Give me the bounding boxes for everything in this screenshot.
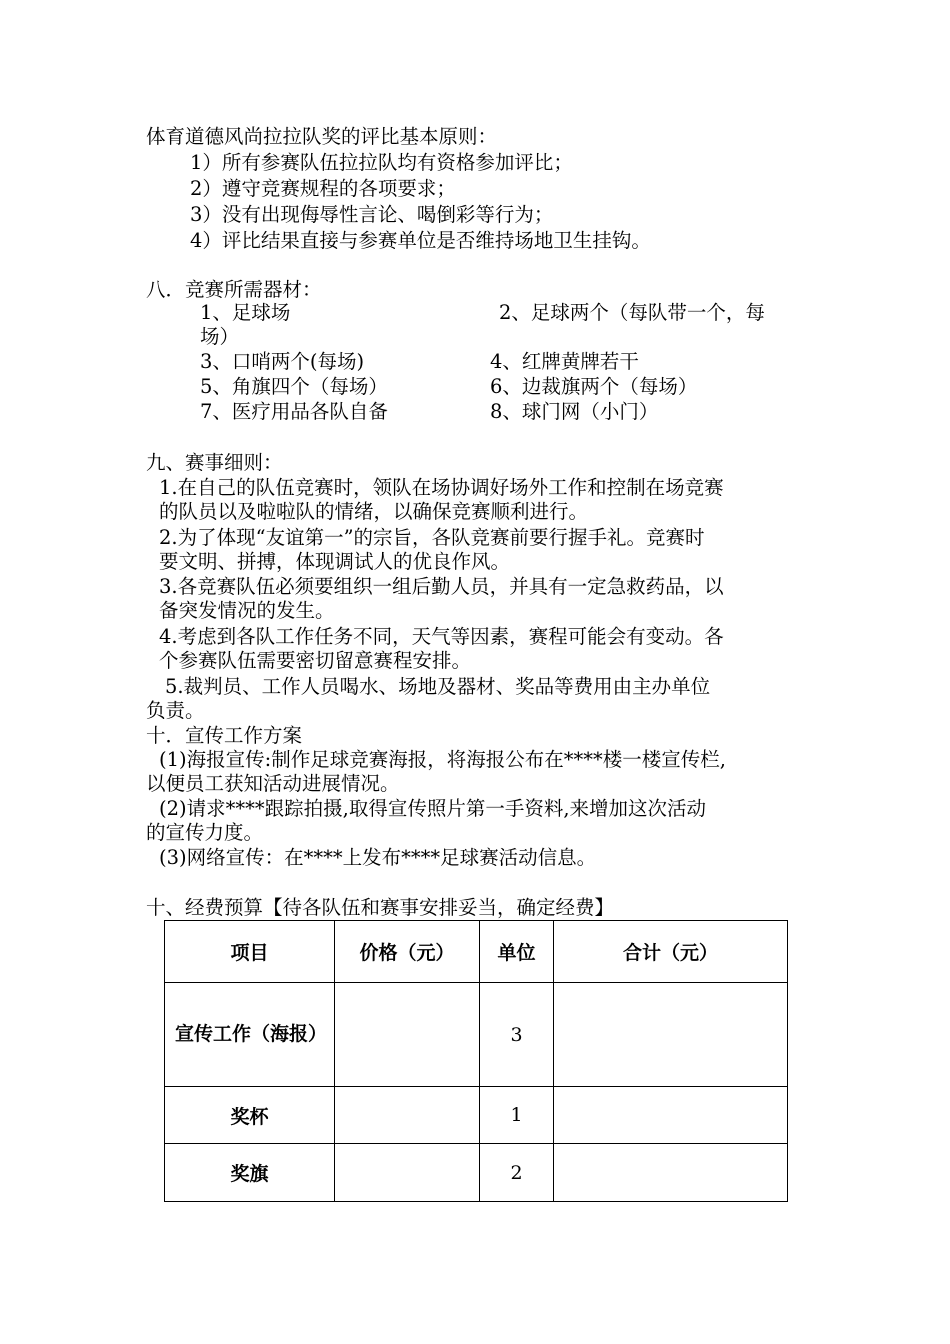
equipment-item-6: 6、边裁旗两个（每场） <box>490 375 698 398</box>
table-row <box>165 983 788 1087</box>
principles-item-3: 3）没有出现侮辱性言论、喝倒彩等行为； <box>190 203 554 226</box>
cell-item: 奖杯 <box>165 1087 335 1144</box>
cell-total <box>554 983 788 1087</box>
column-header-unit: 单位 <box>480 921 554 983</box>
rules-line-2: 的队员以及啦啦队的情绪，以确保竞赛顺利进行。 <box>159 500 589 523</box>
principles-item-4: 4）评比结果直接与参赛单位是否维持场地卫生挂钩。 <box>190 229 651 252</box>
publicity-line-3: (2)请求****跟踪拍摄,取得宣传照片第一手资料,来增加这次活动 <box>159 797 707 820</box>
cell-price <box>335 1144 480 1202</box>
rules-line-10: 负责。 <box>146 699 205 722</box>
cell-price <box>335 1087 480 1144</box>
principles-item-1: 1）所有参赛队伍拉拉队均有资格参加评比； <box>190 151 573 174</box>
column-header-item: 项目 <box>165 921 335 983</box>
rules-heading: 九、赛事细则： <box>146 451 283 474</box>
equipment-item-7: 7、医疗用品各队自备 <box>200 400 388 423</box>
cell-unit: 3 <box>480 983 554 1087</box>
cell-price <box>335 983 480 1087</box>
publicity-line-4: 的宣传力度。 <box>146 821 264 844</box>
equipment-item-4: 4、红牌黄牌若干 <box>490 350 639 373</box>
table-row <box>165 1144 788 1202</box>
equipment-heading: 八．竞赛所需器材： <box>146 278 322 301</box>
equipment-item-2-cont: 场） <box>200 325 240 348</box>
cell-unit: 2 <box>480 1144 554 1202</box>
cell-item: 奖旗 <box>165 1144 335 1202</box>
equipment-item-5: 5、角旗四个（每场） <box>200 375 388 398</box>
column-header-total: 合计（元） <box>554 921 788 983</box>
principles-item-2: 2）遵守竞赛规程的各项要求； <box>190 177 456 200</box>
rules-line-9: 5.裁判员、工作人员喝水、场地及器材、奖品等费用由主办单位 <box>165 675 711 698</box>
cell-unit: 1 <box>480 1087 554 1144</box>
principles-heading: 体育道德风尚拉拉队奖的评比基本原则： <box>146 125 498 148</box>
publicity-line-2: 以便员工获知活动进展情况。 <box>146 772 400 795</box>
publicity-heading: 十．宣传工作方案 <box>146 724 303 747</box>
rules-line-8: 个参赛队伍需要密切留意赛程安排。 <box>159 649 472 672</box>
rules-line-1: 1.在自己的队伍竞赛时，领队在场协调好场外工作和控制在场竞赛 <box>159 476 724 499</box>
table-row <box>165 1087 788 1144</box>
cell-total <box>554 1087 788 1144</box>
budget-table <box>164 920 788 1202</box>
equipment-item-3: 3、口哨两个(每场) <box>200 350 365 373</box>
publicity-line-1: (1)海报宣传:制作足球竞赛海报，将海报公布在****楼一楼宣传栏, <box>159 748 726 771</box>
equipment-item-1: 1、足球场 <box>200 301 291 324</box>
rules-line-4: 要文明、拼搏，体现调试人的优良作风。 <box>159 550 511 573</box>
column-header-price: 价格（元） <box>335 921 480 983</box>
rules-line-7: 4.考虑到各队工作任务不同，天气等因素，赛程可能会有变动。各 <box>159 625 724 648</box>
rules-line-5: 3.各竞赛队伍必须要组织一组后勤人员，并具有一定急救药品，以 <box>159 575 724 598</box>
equipment-item-8: 8、球门网（小门） <box>490 400 659 423</box>
cell-item: 宣传工作（海报） <box>165 983 335 1087</box>
rules-line-3: 2.为了体现“友谊第一”的宗旨，各队竞赛前要行握手礼。竞赛时 <box>159 526 705 549</box>
cell-total <box>554 1144 788 1202</box>
equipment-item-2: 2、足球两个（每队带一个，每 <box>499 301 765 324</box>
table-header-row <box>165 921 788 983</box>
rules-line-6: 备突发情况的发生。 <box>159 599 335 622</box>
budget-heading: 十、经费预算【待各队伍和赛事安排妥当，确定经费】 <box>146 896 615 919</box>
publicity-line-5: (3)网络宣传：在****上发布****足球赛活动信息。 <box>159 846 597 869</box>
